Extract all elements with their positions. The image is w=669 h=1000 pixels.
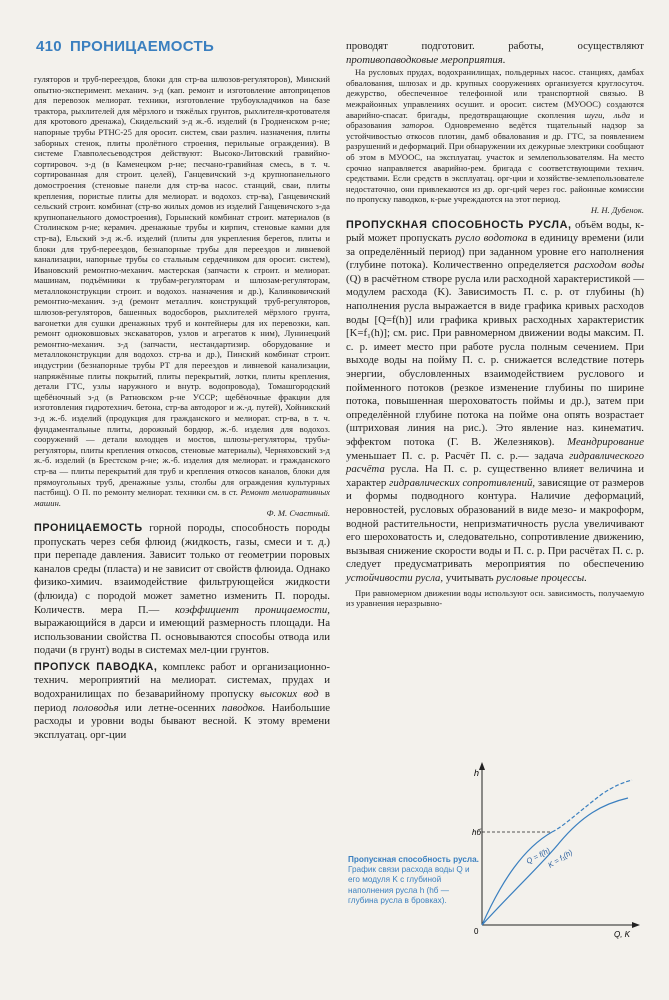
axis-label-h: h: [474, 768, 480, 778]
article-continuation: гуляторов и труб-переездов, блоки для стр-ва шлюзов-регуляторов), Минский опытно-эксперимент. механич. з-д (кап. ремонт и изготовление автоприцепов для перевозок мелиорат. техники, изготовление трубоукладчиков на базе трактора, рыхлителей для мёрзлого и тяжёлых грунтов, рыхлителя-кротователя для кротового дренажа), Скидельский з-д ж.-б. изделий (в Гродненском р-не; напорные трубы РТНС-25 для оросит. систем, сваи различ. назначения, плиты заборных стенок, плиты пролётного строения, перильные ограждения). В системе Главполесьеводстроя действуют: Высоко-Литовский гравийно-сортировоч. з-д (в Каменецком р-не; песчано-гравийная смесь, в т. ч. сортированная для строит. целей), Ганцевичский з-д крупнопанельного домостроения (стеновые панели для стр-ва насос. станций, сваи, плиты крепления, пористые плиты для мелиорат. и водохоз. стр-ва), Ганцевичский сельский строит. комбинат (стр-во жилых домов из изделий Ганцевичского з-да крупнопанельного домостроения), Горынский комбинат строит. материалов (в Столинском р-не; керамич. дренажные трубы и кирпич, стеновые камни для стр-ва), Ельский з-д ж.-б. изделий (плиты для укрепления берегов, плиты и блоки для труб-переездов, безнапорные трубы для переездов и ливневой канализации, напорные трубы со стальным сердечником для оросит. систем), Ивановский ремонтно-механич. мастерская (запчасти к строит. и мелиорат. машинам, подъёмники к трубам-регуляторам и шлюзам-регуляторам, металлоконструкции строит. и водохоз. назначения и др.), Калинковичский ремонтно-механич. з-д (ремонт металлич. конструкций труб-регуляторов, шлюзов-регуляторов, башенных водосборов, рыхлителей мёрзлого грунта, вагонетки для сушки дренажных труб и контейнеры для их перевозки, кап. ремонт одноковшовых экскаваторов, узлов и агрегатов к ним), Лунинецкий ремонтно-механич. з-д (запчасти, нестандартизир. оборудование и металлоконструкции для водохоз. стр-ва и др.), Пинский комбинат строит. индустрии (безнапорные трубы РТ для переездов и ливневой канализации, напряжённые плиты покрытий, плиты перекрытий, лотки, плиты крепления, детали ГТС, узлы наружного и внутр. водопровода), Томашгородский щебёночный з-д (в Ратновском р-не УССР; щебёночные фракции для изготовления гидротехнич. бетона, стр-ва автодорог и ж.-д. путей), Хойникский з-д ж.-б. изделий (продукция для гражданского и мелиорат. стр-ва, в т. ч. фундаментальные плиты, дорожный бордюр, ж.-б. изделия для водохоз. сооружений — детали колодцев и мостов, шлюзы-регуляторы, трубы-регуляторы, плиты крепления откосов, стеновые материалы), Черняховский з-д ж.-б. изделий (в Брестском р-не; ж.-б. изделия для мелиорат. и гражданского стр-ва — плиты перекрытий для труб и крепления откосов каналов, блоки для прямоугольных труб, дренажные узлы, столбы для ограждения культурных пастбищ). О П. по ремонту мелиорат. техники см. в ст. Ремонт мелиоративных машин.: [34, 74, 330, 508]
axis-label-hb: hб: [472, 828, 481, 837]
article-pronitsaemost: ПРОНИЦАЕМОСТЬ горной породы, способность породы пропускать через себя флюид (жидкость, газы, смеси и т. д.) при перепаде давления. Зависит только от геометрии поровых каналов среды (пласта) и не зависит от свойств флюида. Однако физико-химич. взаимодействие фильтрующейся жидкости (флюида) с породой может заметно изменить П. породы. Количеств. мера П.— коэффициент проницаемости, выражающийся в дарси и имеющий размерность площади. На использовании свойства П. основываются способы отвода или подачи (в грунт) воды в системах мел-ции грунтов.: [34, 521, 330, 657]
cross-reference[interactable]: Ремонт мелиоративных машин.: [34, 487, 330, 508]
curve-q: [482, 832, 552, 925]
article-heading: ПРОПУСКНАЯ СПОСОБНОСТЬ РУСЛА,: [346, 218, 572, 231]
curve-q-continuation: [552, 780, 632, 832]
discharge-depth-graph: [472, 760, 642, 940]
y-axis-arrow: [479, 762, 485, 770]
figure: [346, 760, 644, 940]
right-column: [346, 40, 644, 609]
curve-label-k: K = f₁(h): [546, 847, 575, 870]
paragraph: При равномерном движении воды используют осн. зависимость, получаемую из уравнения неразрывно-: [346, 587, 644, 609]
article-author: Н. Н. Дубенок.: [590, 204, 644, 215]
x-axis-arrow: [632, 922, 640, 928]
page-number: 410: [36, 38, 62, 55]
article-heading: ПРОНИЦАЕМОСТЬ: [34, 521, 143, 534]
left-column: [34, 74, 330, 742]
axis-label-qk: Q, K: [614, 930, 631, 939]
axis-label-origin: 0: [474, 927, 479, 936]
article-propusknaya-sposobnost: ПРОПУСКНАЯ СПОСОБНОСТЬ РУСЛА, объём воды, к-рый может пропускать русло водотока в единицу времени (или за определённый период) при заданном уровне его наполнения (глубине потока). Количественно определяется расходом воды (Q) в расчётном створе русла или расходной характеристикой — модулем расхода (K). Зависимость П. с. р. от глубины (h) наполнения русла выражается в виде графика кривых расходов воды [Q=f(h)] или графика кривых расходных характеристик [K=f₁(h)]; см. рис. При равномерном движении воды максим. П. с. р. имеет место при работе русла полным сечением. При выходе воды на пойму П. с. р. снижается вследствие потерь энергии, обусловленных взаимодействием руслового и пойменного потоков (резкое изменение глубины по ширине потока, повышенная шероховатость поймы и др.), затем при определённой глубине потока на пойме она опять возрастает (штриховая линия на рис.). Это явление наз. кинематич. эффектом потока (Г. В. Железняков). Меандрирование уменьшает П. с. р. Расчёт П. с. р.— задача гидравлического расчёта русла. На П. с. р. существенно влияет величина и характер гидравлических сопротивлений, зависящие от размеров и формы подводного контура. Наличие деформаций, неровностей, русловых образований в виде мезо- и макроформ, водной растительности, непризматичность русла увеличивают его шероховатость и, следовательно, сопротивление движению, вызывая снижение скорости воды и П. с. р. При расчётах П. с. р. следует предусматривать мероприятия по обеспечению устойчивости русла, учитывать русловые процессы.: [346, 218, 645, 584]
page-header: [36, 38, 214, 55]
paragraph: На русловых прудах, водохранилищах, польдерных насос. станциях, дамбах обвалования, шлюзах и др. крупных сооружениях организуется круглосуточ. дежурство, обеспеченное телефонной или транспортной связью. В межрайонных управлениях осушит. и оросит. систем (МУООС) создаются аварийно-спасат. бригады, предотвращающие скопления шуги, льда и образования заторов. Одновременно ведётся тщательный надзор за устойчивостью откосов плотин, дамб обвалования и др. ГТС, за появлением разрушений и деформаций. При обнаружении их дежурные электрики сообщают об этом в МУООС, на эксплуатац. участок и землепользователям. На место срочно направляется аварийно-рем. бригада с соответствующими технич. средствами. Если средств в эксплуатац. орг-ции и хозяйстве-землепользователе недостаточно, они привлекаются из др. орг-ций через гос. районные комиссии по пропуску паводков, к-рые учреждаются на этот период.: [346, 67, 644, 205]
article-author: Ф. М. Счастный.: [266, 508, 330, 519]
article-heading: ПРОПУСК ПАВОДКА,: [34, 660, 158, 673]
figure-caption: Пропускная способность русла. График связи расхода воды Q и его модуля K с глубиной наполнения русла h (hб — глубина русла в бровках).: [348, 855, 479, 905]
article-propusk-pavodka: ПРОПУСК ПАВОДКА, комплекс работ и организационно-технич. мероприятий на мелиорат. системах, прудах и водохранилищах по безаварийному пропуску высоких вод в период половодья или летне-осенних паводков. Наибольшие расходы и уровни воды бывают весной. К этому времени эксплуатац. орг-ции: [34, 660, 331, 741]
article-continuation-right: проводят подготовит. работы, осуществляют противопаводковые мероприятия.: [346, 40, 644, 66]
curve-label-q: Q = f(h): [524, 845, 552, 866]
page-title: ПРОНИЦАЕМОСТЬ: [69, 38, 215, 55]
